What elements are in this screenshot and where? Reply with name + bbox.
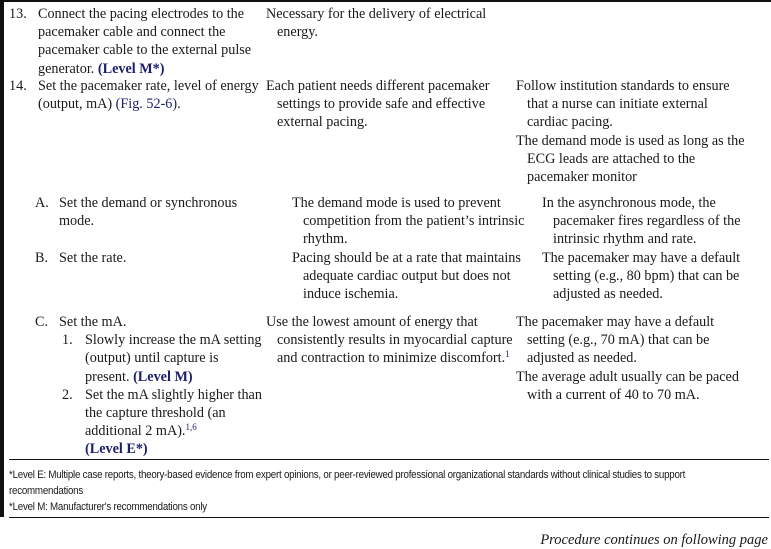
rationale-text: Necessary for the delivery of electrical energy. — [266, 6, 487, 41]
procedure-table — [9, 5, 769, 459]
evidence-level: (Level E*) — [85, 441, 148, 458]
citation[interactable]: 1 — [505, 349, 510, 360]
considerations-cell — [542, 249, 771, 304]
step-letter: B. — [35, 250, 49, 266]
table-row — [9, 313, 769, 459]
consideration-text: The average adult usually can be paced with a current of 40 to 70 mA. — [516, 368, 739, 403]
considerations-cell — [516, 313, 748, 459]
table-row — [9, 5, 769, 77]
substep-text-body: Set the mA slightly higher than the capture threshold (an additional 2 mA). — [85, 386, 262, 440]
consideration-text: The pacemaker may have a default setting (e.g., 80 bpm) that can be adjusted as needed. — [542, 250, 741, 303]
substep-2 — [9, 386, 266, 459]
step-number: 13. — [9, 6, 27, 22]
step-letter: C. — [35, 314, 49, 330]
table-row — [9, 194, 769, 249]
consideration-text: The demand mode is used as long as the ECG leads are attached to the pacemaker monitor — [516, 132, 745, 186]
substep-text — [85, 331, 263, 386]
rationale-text-body: Use the lowest amount of energy that consistently results in myocardial capture and contraction to minimize discomfort. — [266, 314, 513, 367]
rationale-text: Each patient needs different pacemaker settings to provide safe and effective external pacing. — [266, 78, 490, 131]
step-text-suffix: . — [177, 96, 181, 113]
step-14 — [9, 77, 266, 187]
table-row — [9, 249, 769, 304]
step-text-body: Set the pacemaker rate, level of energy (output, mA) — [38, 78, 259, 113]
step-text — [38, 77, 263, 187]
footnotes — [9, 467, 745, 515]
step-c — [9, 313, 266, 459]
rationale-text — [266, 313, 516, 368]
rationale-cell — [266, 77, 516, 187]
footnote-top-rule — [9, 459, 769, 460]
considerations-cell — [516, 77, 748, 187]
step-b — [9, 249, 292, 304]
step-text: Set the demand or synchronous mode. — [59, 195, 238, 230]
substep-number: 2. — [62, 386, 73, 403]
consideration-text: In the asynchronous mode, the pacemaker fires regardless of the intrinsic rhythm and rate. — [542, 195, 741, 248]
step-number: 14. — [9, 78, 27, 94]
substep-text-body: Slowly increase the mA setting (output) until capture is present. — [85, 332, 262, 385]
figure-link[interactable]: (Fig. 52-6) — [115, 96, 178, 113]
step-a — [9, 194, 292, 249]
rationale-cell — [292, 249, 542, 304]
footnote-level-m: *Level M: Manufacturer's recommendations only — [9, 501, 207, 513]
rationale-text: Pacing should be at a rate that maintains adequate cardiac output but does not induce ischemia. — [292, 250, 521, 303]
consideration-text: The pacemaker may have a default setting (e.g., 70 mA) that can be adjusted as needed. — [516, 314, 715, 367]
substep-text — [85, 386, 263, 459]
evidence-level: (Level M*) — [97, 60, 165, 77]
consideration-text: Follow institution standards to ensure that a nurse can initiate external cardiac pacing. — [516, 78, 730, 131]
rationale-cell — [292, 194, 542, 249]
substep-number: 1. — [62, 332, 73, 349]
left-border — [0, 0, 4, 517]
evidence-level: (Level M) — [133, 368, 193, 385]
table-row — [9, 77, 769, 187]
footnote-level-e: *Level E: Multiple case reports, theory-based evidence from expert opinions, or peer-reviewed professional organizational standards without clinical studies to support recommendations — [9, 469, 686, 497]
rationale-cell — [266, 313, 516, 459]
continuation-note: Procedure continues on following page — [540, 532, 768, 548]
citation[interactable]: 1,6 — [185, 422, 197, 433]
substep-1 — [9, 331, 266, 386]
step-text — [38, 5, 263, 77]
step-text: Set the rate. — [59, 250, 127, 266]
rationale-cell — [266, 5, 516, 59]
step-text-body: Connect the pacing electrodes to the pacemaker cable and connect the pacemaker cable to the external pulse generator. — [38, 6, 252, 77]
rationale-text: The demand mode is used to prevent competition from the patient’s intrinsic rhythm. — [292, 195, 525, 248]
step-letter: A. — [35, 195, 49, 211]
step-13 — [9, 5, 266, 77]
considerations-cell — [542, 194, 771, 249]
step-text: Set the mA. — [59, 314, 127, 330]
step-c-header — [9, 313, 266, 331]
considerations-cell — [516, 5, 761, 59]
footnote-bottom-rule — [9, 517, 769, 518]
